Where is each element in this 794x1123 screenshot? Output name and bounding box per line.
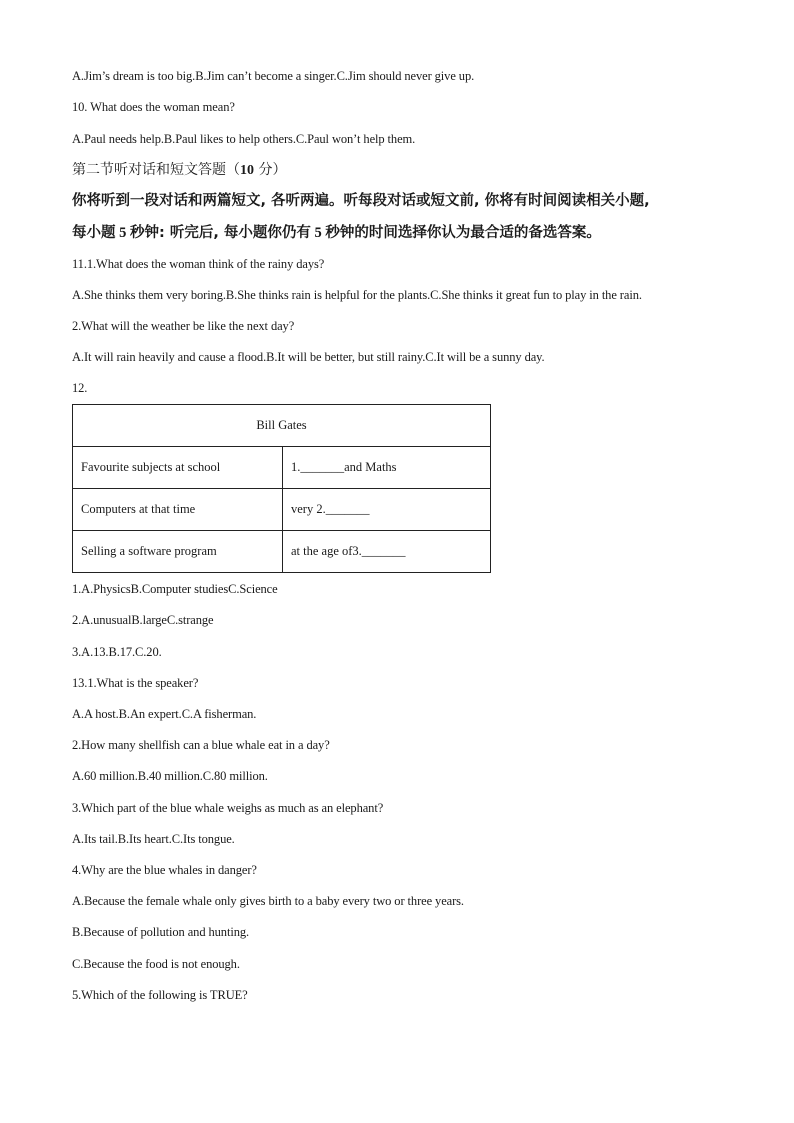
q11-1-options: A.She thinks them very boring.B.She thinks rain is helpful for the plants.C.She thinks it great fun to play in the rain.	[72, 288, 642, 302]
q13-2-options: A.60 million.B.40 million.C.80 million.	[72, 769, 268, 783]
q13-3-options: A.Its tail.B.Its heart.C.Its tongue.	[72, 832, 235, 846]
q10-options: A.Paul needs help.B.Paul likes to help others.C.Paul won’t help them.	[72, 132, 416, 146]
table-row-label: Favourite subjects at school	[73, 447, 283, 489]
table-row	[73, 489, 491, 531]
q13-4-option-b: B.Because of pollution and hunting.	[72, 925, 250, 939]
q13-4-option-a: A.Because the female whale only gives birth to a baby every two or three years.	[72, 894, 464, 908]
bill-gates-table	[72, 404, 491, 573]
q12-1-options: 1.A.PhysicsB.Computer studiesC.Science	[72, 582, 278, 596]
table-row-value: at the age of3._______	[283, 531, 491, 573]
q13-1-options: A.A host.B.An expert.C.A fisherman.	[72, 707, 257, 721]
section2-title	[72, 161, 286, 180]
q11-2-options: A.It will rain heavily and cause a flood.B.It will be better, but still rainy.C.It will be a sunny day.	[72, 350, 545, 364]
q11-1-question: 11.1.What does the woman think of the rainy days?	[72, 257, 325, 271]
table-row	[73, 447, 491, 489]
table-row-value: 1._______and Maths	[283, 447, 491, 489]
table-row-label: Computers at that time	[73, 489, 283, 531]
q13-1-question: 13.1.What is the speaker?	[72, 676, 199, 690]
table-title-row	[73, 405, 491, 447]
instr2-seconds2: 5	[310, 225, 326, 241]
q13-4-option-c: C.Because the food is not enough.	[72, 957, 240, 971]
instr2-seconds1: 5	[115, 225, 130, 241]
table-row	[73, 531, 491, 573]
q13-5-question: 5.Which of the following is TRUE?	[72, 988, 248, 1002]
q13-3-question: 3.Which part of the blue whale weighs as much as an elephant?	[72, 801, 384, 815]
section2-title-text: 第二节听对话和短文答题（	[72, 162, 240, 178]
section2-title-points: 10	[240, 163, 254, 178]
section2-instructions-line1: 你将听到一段对话和两篇短文, 各听两遍。听每段对话或短文前, 你将有时间阅读相关小题,	[72, 193, 650, 209]
instr2-part1: 每小题	[72, 225, 116, 241]
q13-2-question: 2.How many shellfish can a blue whale eat in a day?	[72, 738, 330, 752]
q12-number: 12.	[72, 381, 88, 395]
q13-4-question: 4.Why are the blue whales in danger?	[72, 863, 257, 877]
section2-instructions-line2	[72, 224, 601, 242]
q12-3-options: 3.A.13.B.17.C.20.	[72, 645, 162, 659]
q10-question: 10. What does the woman mean?	[72, 100, 235, 114]
table-row-label: Selling a software program	[73, 531, 283, 573]
table-row-value: very 2._______	[283, 489, 491, 531]
instr2-part2: 秒钟: 听完后, 每小题你仍有	[130, 225, 311, 241]
q9-options: A.Jim’s dream is too big.B.Jim can’t become a singer.C.Jim should never give up.	[72, 69, 475, 83]
instr2-part3: 秒钟的时间选择你认为最合适的备选答案。	[325, 225, 601, 241]
q11-2-question: 2.What will the weather be like the next day?	[72, 319, 295, 333]
table-title: Bill Gates	[73, 405, 491, 447]
section2-title-suffix: 分）	[254, 162, 287, 178]
q12-2-options: 2.A.unusualB.largeC.strange	[72, 613, 214, 627]
